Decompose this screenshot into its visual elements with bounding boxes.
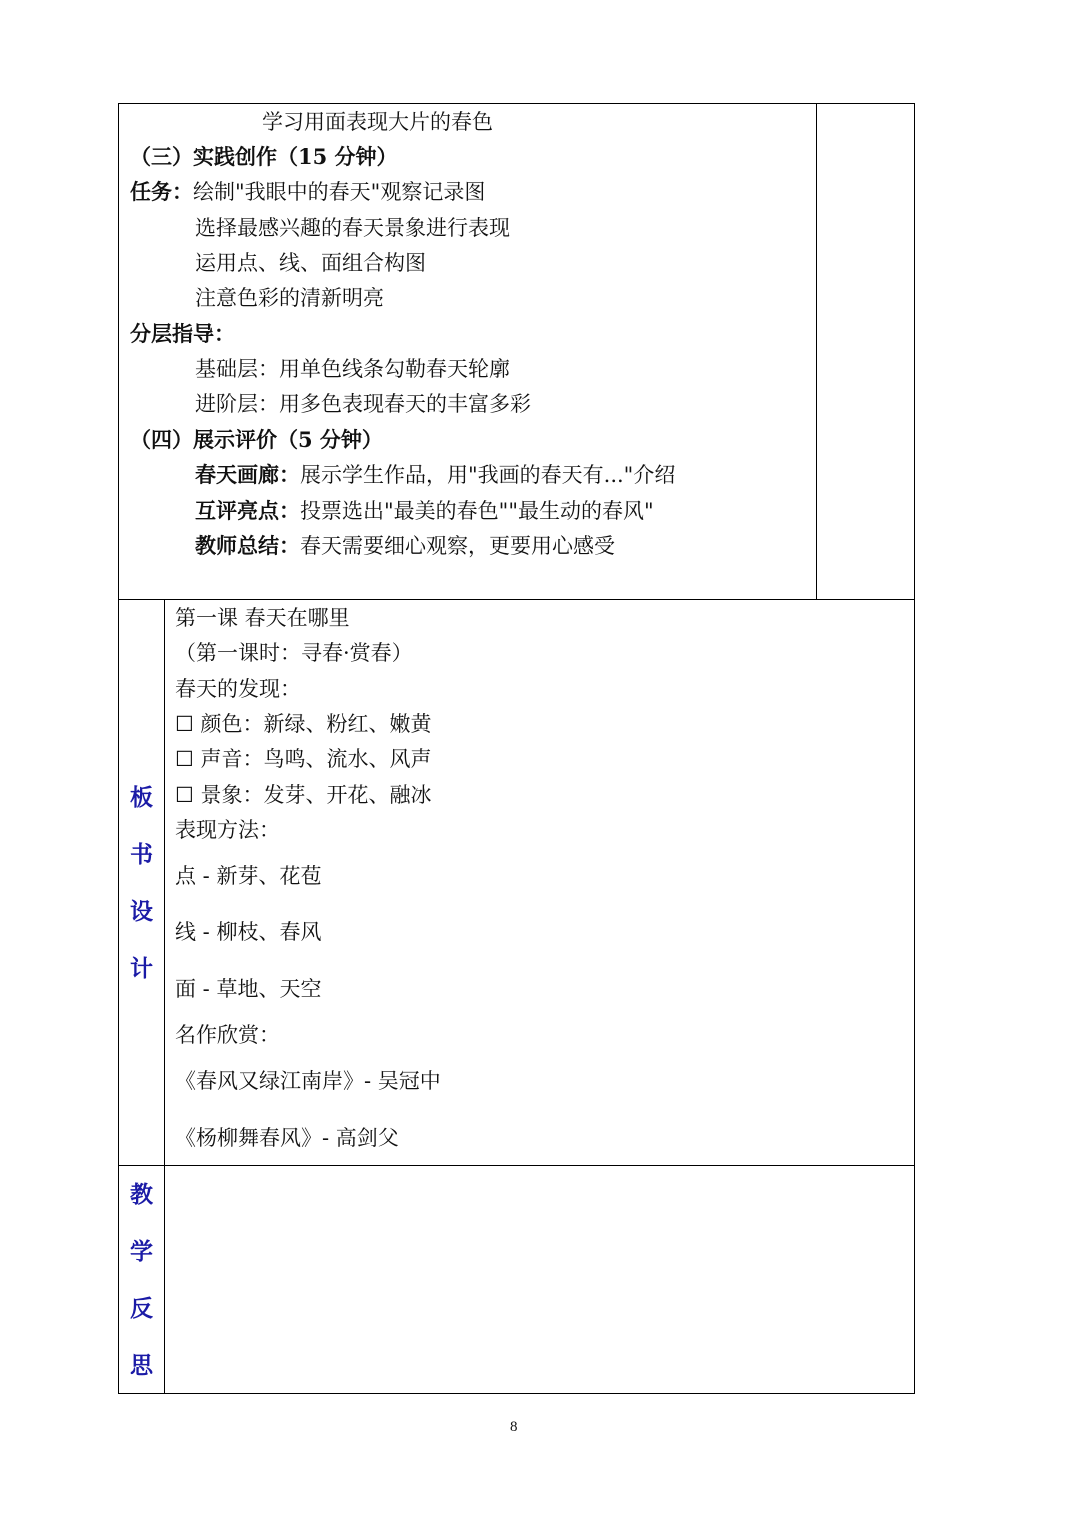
evaluation-label: 春天画廊： <box>195 462 300 487</box>
board-line: 表现方法： <box>175 818 280 842</box>
board-line: 春天的发现： <box>175 677 301 701</box>
evaluation-item <box>195 497 654 525</box>
label-char: 反 <box>130 1295 153 1322</box>
label-char: 学 <box>130 1238 153 1265</box>
row-divider-1 <box>118 599 915 600</box>
label-char: 教 <box>130 1181 153 1208</box>
label-char: 思 <box>130 1352 153 1379</box>
evaluation-text: 春天需要细心观察，更要用心感受 <box>300 534 615 558</box>
checklist-item: ☐ 景象：发芽、开花、融冰 <box>175 783 432 807</box>
evaluation-item <box>195 532 615 560</box>
table-border-bottom <box>118 1393 915 1394</box>
lesson-title: 第一课 春天在哪里 <box>175 606 350 630</box>
section-heading: （四）展示评价（5 分钟） <box>130 427 383 452</box>
method-item: 点 - 新芽、花苞 <box>175 864 322 888</box>
label-char: 计 <box>130 955 153 982</box>
board-line: 名作欣赏： <box>175 1023 280 1047</box>
task-text: 绘制"我眼中的春天"观察记录图 <box>193 180 486 204</box>
artwork-item: 《杨柳舞春风》- 高剑父 <box>175 1126 399 1150</box>
page-number: 8 <box>510 1419 518 1435</box>
top-right-divider <box>816 103 817 600</box>
row-divider-2 <box>118 1165 915 1166</box>
evaluation-label: 互评亮点： <box>195 498 300 523</box>
task-label: 任务： <box>130 179 193 204</box>
checklist-item: ☐ 颜色：新绿、粉红、嫩黄 <box>175 712 432 736</box>
checklist-item: ☐ 声音：鸟鸣、流水、风声 <box>175 747 432 771</box>
artwork-item: 《春风又绿江南岸》- 吴冠中 <box>175 1069 441 1093</box>
task-line <box>130 178 485 206</box>
task-item: 注意色彩的清新明亮 <box>195 286 384 310</box>
evaluation-text: 投票选出"最美的春色""最生动的春风" <box>300 499 654 523</box>
evaluation-text: 展示学生作品，用"我画的春天有..."介绍 <box>300 463 676 487</box>
section-line: 学习用面表现大片的春色 <box>262 110 493 134</box>
method-item: 面 - 草地、天空 <box>175 977 322 1001</box>
guidance-heading: 分层指导： <box>130 321 235 346</box>
task-item: 运用点、线、面组合构图 <box>195 251 426 275</box>
evaluation-label: 教师总结： <box>195 533 300 558</box>
label-char: 设 <box>130 898 153 925</box>
task-item: 选择最感兴趣的春天景象进行表现 <box>195 216 510 240</box>
method-item: 线 - 柳枝、春风 <box>175 920 322 944</box>
guidance-item: 基础层：用单色线条勾勒春天轮廓 <box>195 357 510 381</box>
label-column-divider <box>164 599 165 1394</box>
label-char: 书 <box>130 841 153 868</box>
table-border-right <box>914 103 915 1394</box>
lesson-subtitle: （第一课时：寻春·赏春） <box>175 641 413 665</box>
section-heading: （三）实践创作（15 分钟） <box>130 144 398 169</box>
label-char: 板 <box>130 784 153 811</box>
table-border-left <box>118 103 119 1394</box>
guidance-item: 进阶层：用多色表现春天的丰富多彩 <box>195 392 531 416</box>
evaluation-item <box>195 461 675 489</box>
table-border-top <box>118 103 915 104</box>
